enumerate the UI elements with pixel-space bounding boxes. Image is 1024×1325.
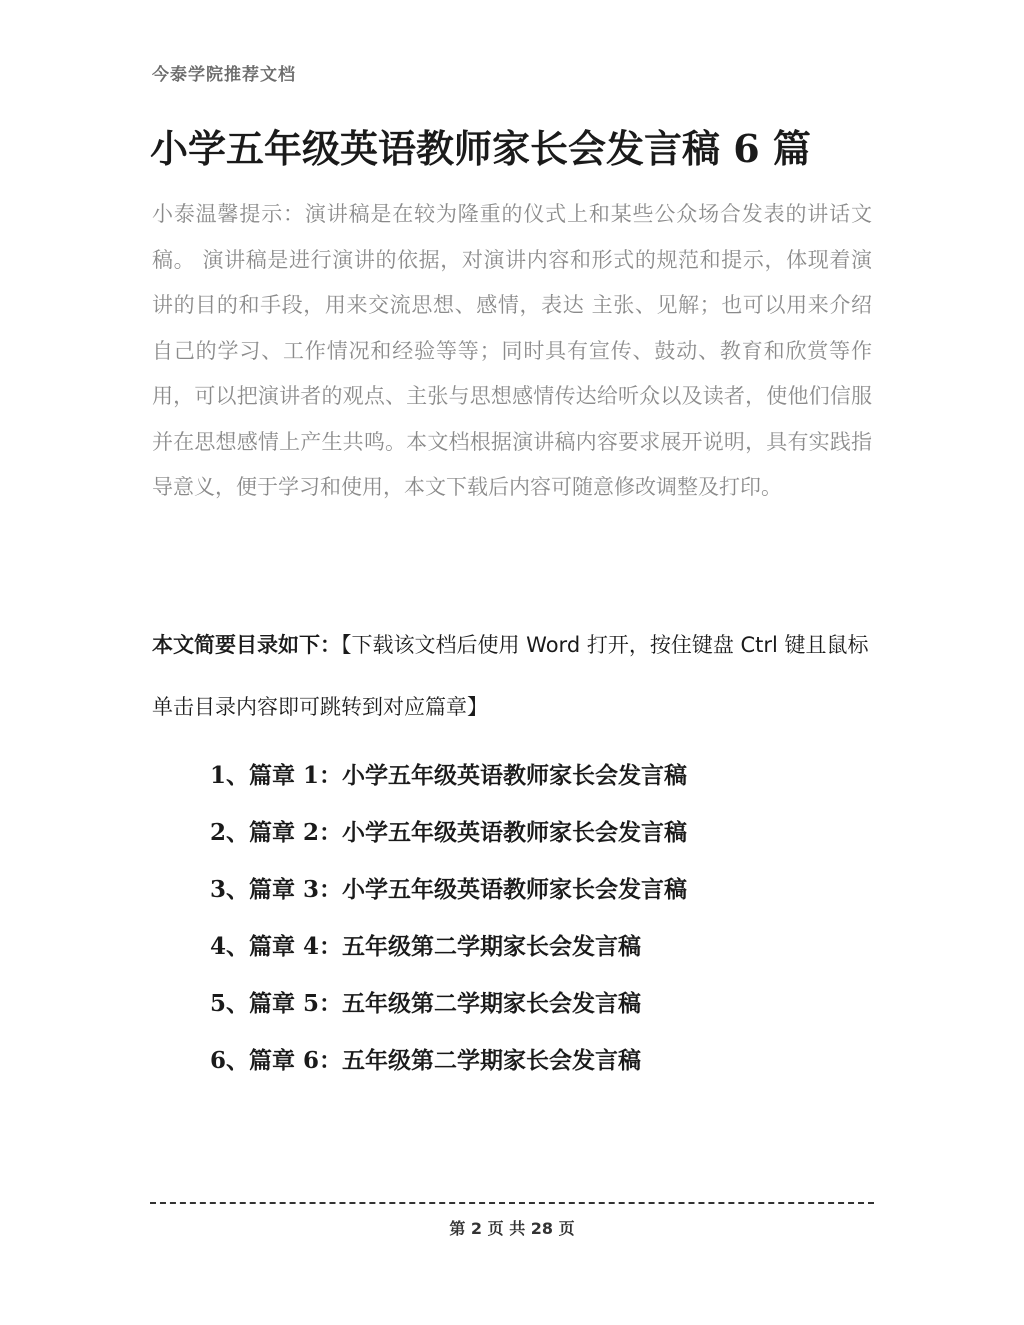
toc-item-4[interactable]: 4、篇章 4：五年级第二学期家长会发言稿 — [210, 933, 642, 960]
toc-item-2[interactable]: 2、篇章 2：小学五年级英语教师家长会发言稿 — [210, 819, 688, 846]
toc-heading — [152, 614, 872, 738]
toc-item-1[interactable]: 1、篇章 1：小学五年级英语教师家长会发言稿 — [210, 762, 688, 789]
intro-paragraph: 小泰温馨提示：演讲稿是在较为隆重的仪式上和某些公众场合发表的讲话文稿。 演讲稿是进行演讲的依据，对演讲内容和形式的规范和提示，体现着演讲的目的和手段，用来交流思想、感情，表达 主张、见解；也可以用来介绍自己的学习、工作情况和经验等等；同时具有宣传、鼓动、教育和欣赏等作用，可以把演讲者的观点、主张与思想感情传达给听众以及读者，使他们信服并在思想感情上产生共鸣。本文档根据演讲稿内容要求展开说明，具有实践指导意义，便于学习和使用，本文下载后内容可随意修改调整及打印。 — [152, 202, 872, 499]
header-brand: 今泰学院推荐文档 — [152, 65, 296, 85]
document-title: 小学五年级英语教师家长会发言稿 6 篇 — [150, 126, 811, 171]
toc-item-3[interactable]: 3、篇章 3：小学五年级英语教师家长会发言稿 — [210, 876, 688, 903]
toc-list — [210, 752, 687, 1094]
toc-item-5[interactable]: 5、篇章 5：五年级第二学期家长会发言稿 — [210, 990, 642, 1017]
toc-heading-label: 本文简要目录如下： — [152, 633, 341, 657]
footer-divider — [150, 1202, 874, 1204]
toc-item-6[interactable]: 6、篇章 6：五年级第二学期家长会发言稿 — [210, 1047, 642, 1074]
page-number: 第 2 页 共 28 页 — [449, 1219, 575, 1238]
toc-instruction: 【下载该文档后使用 Word 打开，按住键盘 Ctrl 键且鼠标单击目录内容即可跳转到对应篇章】 — [152, 633, 869, 719]
